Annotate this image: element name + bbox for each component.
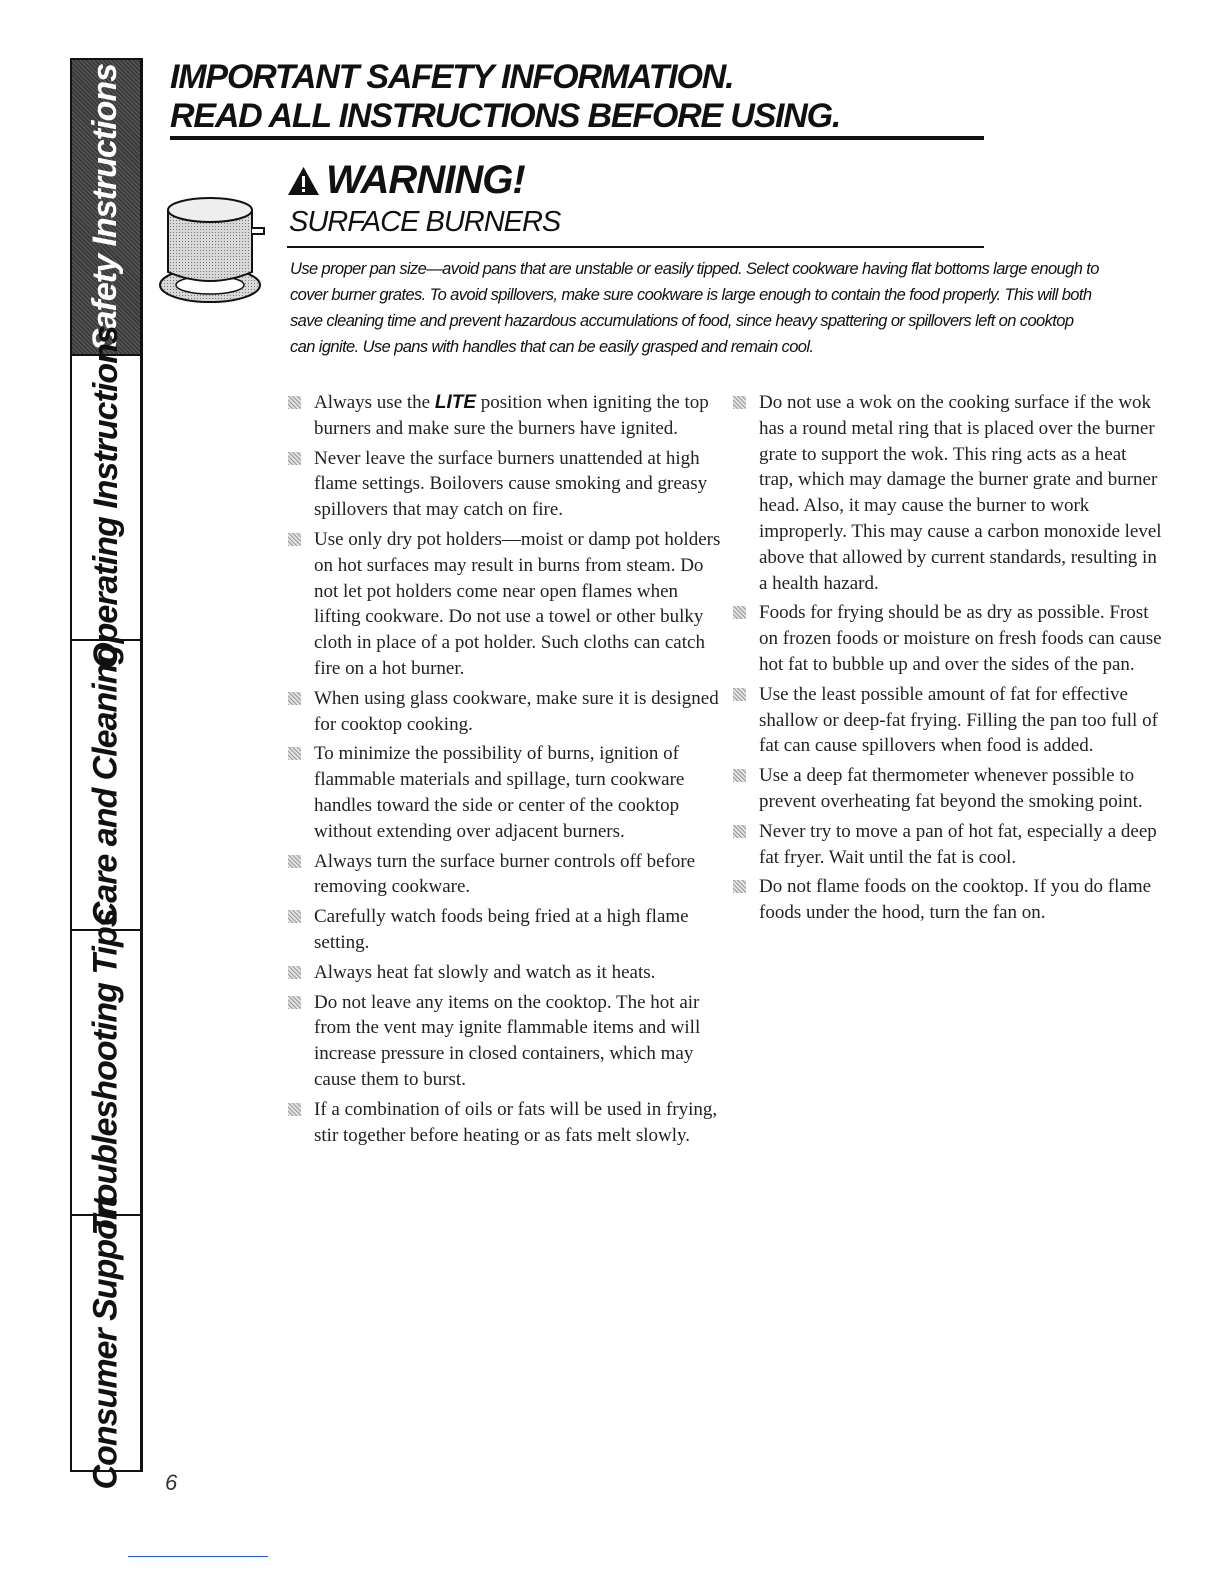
- header-divider: [170, 136, 984, 140]
- footer-divider: [128, 1556, 268, 1557]
- warning-divider: [287, 246, 984, 248]
- list-item-text: Use only dry pot holders—moist or damp pot holders on hot surfaces may result in burns from steam. Do not let pot holders come near open flames when lifting cookware. Do not use a towel or other bulky cloth in place of a pot holder. Such cloths can catch fire on a hot burner.: [314, 528, 721, 679]
- bullet-icon: [288, 747, 301, 760]
- list-item: [288, 904, 728, 956]
- list-item: [288, 1097, 728, 1149]
- safety-list-right: [733, 390, 1163, 930]
- bullet-icon: [288, 452, 301, 465]
- list-item: [733, 874, 1163, 926]
- warning-subtitle: SURFACE BURNERS: [289, 206, 561, 238]
- tab-consumer-support[interactable]: [72, 1197, 140, 1489]
- list-item: [288, 741, 728, 844]
- tab-care-and-cleaning[interactable]: [72, 641, 140, 931]
- list-item-text: Never try to move a pan of hot fat, especially a deep fat fryer. Wait until the fat is cool.: [759, 820, 1157, 868]
- list-item-text: Use a deep fat thermometer whenever possible to prevent overheating fat beyond the smoking point.: [759, 765, 1143, 812]
- warning-triangle-icon: [287, 166, 320, 196]
- bullet-icon: [288, 966, 301, 979]
- list-item-text: Carefully watch foods being fried at a high flame setting.: [314, 906, 689, 953]
- list-item: [288, 849, 728, 901]
- list-item: [288, 686, 728, 738]
- list-item-text: Always turn the surface burner controls off before removing cookware.: [314, 850, 696, 898]
- warning-text: Use proper pan size—avoid pans that are unstable or easily tipped. Select cookware having flat bottoms large enough to cover burner grates. To avoid spillovers, make sure cookware is large enough to contain the food properly. This will both save cleaning time and prevent hazardous accumulations of food, since heavy spattering or spillovers left on cooktop can ignite. Use pans with handles that can be easily grasped and remain cool.: [290, 260, 1099, 356]
- bullet-icon: [733, 769, 746, 782]
- bullet-icon: [288, 533, 301, 546]
- list-item-text: Always heat fat slowly and watch as it heats.: [314, 961, 656, 983]
- page-title-line-2: READ ALL INSTRUCTIONS BEFORE USING.: [170, 97, 841, 135]
- page-number: 6: [165, 1470, 178, 1495]
- list-item: [733, 763, 1163, 815]
- bullet-icon: [733, 880, 746, 893]
- list-item-text: position when igniting the top burners and make sure the burners have ignited.: [314, 392, 709, 439]
- tab-label: Consumer Support: [86, 1197, 125, 1489]
- page-title: [170, 58, 990, 136]
- tab-safety-instructions[interactable]: [72, 60, 140, 356]
- tab-label: Care and Cleaning: [86, 644, 125, 926]
- list-item: [733, 682, 1163, 759]
- bullet-icon: [288, 1103, 301, 1116]
- list-item: [288, 527, 728, 682]
- bullet-icon: [288, 692, 301, 705]
- list-item: [288, 446, 728, 523]
- list-item-text: When using glass cookware, make sure it is designed for cooktop cooking.: [314, 687, 719, 735]
- bullet-icon: [288, 396, 301, 409]
- list-item-text: If a combination of oils or fats will be used in frying, stir together before heating or as fats melt slowly.: [314, 1098, 718, 1146]
- list-item: [733, 600, 1163, 677]
- list-item: [733, 390, 1163, 596]
- tab-label: Troubleshooting Tips: [86, 909, 125, 1236]
- cooking-pot-icon: [158, 190, 266, 308]
- bullet-icon: [733, 688, 746, 701]
- lite-label: LITE: [434, 392, 477, 413]
- list-item: [288, 990, 728, 1093]
- page-title-line-1: IMPORTANT SAFETY INFORMATION.: [170, 58, 734, 96]
- bullet-icon: [288, 910, 301, 923]
- bullet-icon: [288, 996, 301, 1009]
- list-item: [288, 390, 728, 442]
- safety-list-left: [288, 390, 728, 1152]
- list-item-text: To minimize the possibility of burns, ignition of flammable materials and spillage, turn cookware handles toward the side or center of the cooktop without extending over adjacent burners.: [314, 743, 685, 842]
- list-item-text: Always use the: [314, 392, 431, 413]
- list-item-text: Use the least possible amount of fat for effective shallow or deep-fat frying. Filling the pan too full of fat can cause spillovers when food is added.: [759, 683, 1158, 757]
- list-item-text: Foods for frying should be as dry as possible. Frost on frozen foods or moisture on fresh foods can cause hot fat to bubble up and over the sides of the pan.: [759, 602, 1162, 675]
- bullet-icon: [733, 606, 746, 619]
- bullet-icon: [288, 855, 301, 868]
- tab-label: Safety Instructions: [86, 63, 125, 351]
- list-item-text: Do not use a wok on the cooking surface if the wok has a round metal ring that is placed over the burner grate to support the wok. This ring acts as a heat trap, which may damage the burner grate and burner head. Also, it may cause the burner to work improperly. This may cause a carbon monoxide level above that allowed by current standards, resulting in a health hazard.: [759, 392, 1162, 594]
- tab-label: Operating Instructions: [86, 326, 125, 669]
- list-item-text: Do not flame foods on the cooktop. If you do flame foods under the hood, turn the fan on.: [759, 876, 1152, 924]
- list-item: [288, 960, 728, 986]
- warning-title: WARNING!: [326, 158, 525, 202]
- list-item-text: Never leave the surface burners unattended at high flame settings. Boilovers cause smoking and greasy spillovers that may catch on fire.: [314, 447, 708, 521]
- list-item: [733, 819, 1163, 871]
- tab-operating-instructions[interactable]: [72, 326, 140, 669]
- bullet-icon: [733, 825, 746, 838]
- bullet-icon: [733, 396, 746, 409]
- section-tabs-sidebar: [70, 58, 143, 1489]
- list-item-text: Do not leave any items on the cooktop. The hot air from the vent may ignite flammable items and will increase pressure in closed containers, which may cause them to burst.: [314, 991, 701, 1090]
- warning-heading: [287, 158, 525, 203]
- tab-troubleshooting-tips[interactable]: [72, 909, 140, 1236]
